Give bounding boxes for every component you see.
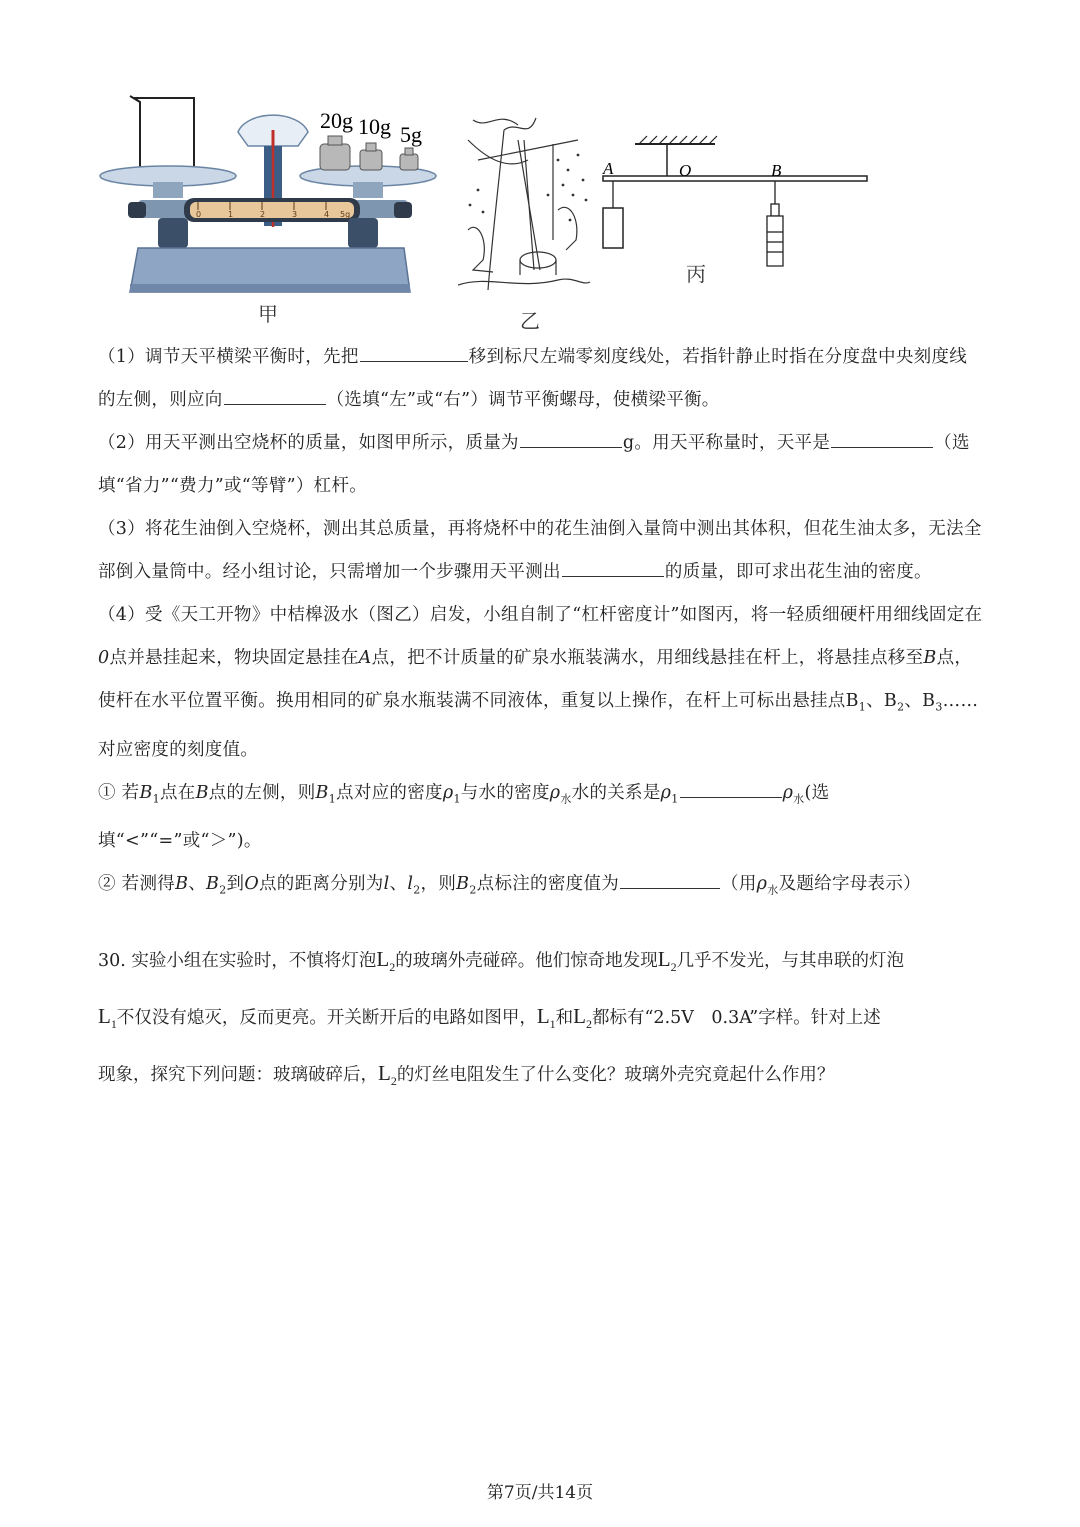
answer-blank[interactable]	[360, 344, 468, 363]
figure-jia-caption: 甲	[258, 302, 278, 326]
figure-bing-caption: 丙	[686, 262, 706, 286]
weight-5g-label: 5g	[400, 122, 422, 147]
weight-20g-label: 20g	[320, 108, 353, 133]
answer-blank[interactable]	[831, 430, 933, 449]
answer-blank[interactable]	[680, 779, 782, 798]
question-30-body	[98, 931, 983, 1102]
q29-part-4: （4）受《天工开物》中桔槔汲水（图乙）启发，小组自制了“杠杆密度计”如图丙，将一轻质细硬杆用细线固定在0点并悬挂起来，物块固定悬挂在A点，把不计质量的矿泉水瓶装满水，用细线悬挂在杆上，将悬挂点移至B点，使杆在水平位置平衡。换用相同的矿泉水瓶装满不同液体，重复以上操作，在杆上可标出悬挂点$B_1$、$B_2$、$B_3\dots\dots$对应密度的刻度值。	[98, 605, 983, 760]
point-b-label: B	[771, 161, 782, 180]
scale-tick-label: 5g	[340, 210, 351, 219]
answer-blank[interactable]	[520, 430, 622, 449]
bottle-icon	[767, 204, 783, 266]
page-footer: 第7页/共14页	[486, 1483, 594, 1503]
well-sweep-figure	[458, 100, 593, 300]
beaker-icon	[130, 96, 194, 168]
q30-line-3: 现象，探究下列问题：玻璃破碎后，$L_2$的灯丝电阻发生了什么变化？玻璃外壳究竟起什么作用？	[98, 1061, 835, 1089]
q30-line-2: $L_1$不仅没有熄灭，反而更亮。开关断开后的电路如图甲，$L_1$和$L_2$都标有“2.5V 0.3A”字样。针对上述	[98, 1004, 881, 1032]
scale-tick-label: 3	[292, 210, 298, 219]
answer-blank[interactable]	[562, 559, 664, 578]
weight-10g-label: 10g	[358, 114, 391, 139]
answer-blank[interactable]	[620, 871, 720, 890]
q29-part-1: （1）调节天平横梁平衡时，先把 移到标尺左端零刻度线处，若指针静止时指在分度盘中央刻度线的左侧，则应向 （选填“左”或“右”）调节平衡螺母，使横梁平衡。	[98, 336, 983, 422]
figure-yi-caption: 乙	[520, 309, 540, 333]
point-o-label: O	[679, 161, 692, 180]
scale-tick-label: 0	[196, 210, 202, 219]
lever-figure	[595, 132, 870, 277]
q29-sub-2: ② 若测得B、$B_2$到O点的距离分别为l、$l_2$，则$B_2$点标注的密度值为 （用$\rho_水$及题给字母表示）	[98, 863, 983, 912]
point-a-label: A	[603, 159, 614, 178]
scale-tick-label: 4	[324, 210, 330, 219]
block-icon	[603, 208, 623, 248]
q30-line-1: 30. 实验小组在实验时，不慎将灯泡$L_2$的玻璃外壳碰碎。他们惊奇地发现$L_2$几乎不发光，与其串联的灯泡	[98, 947, 905, 975]
q29-part-2: （2）用天平测出空烧杯的质量，如图甲所示，质量为 g。用天平称量时，天平是 （选填“省力”“费力”或“等臂”）杠杆。	[98, 422, 983, 508]
scale-tick-label: 2	[260, 210, 266, 219]
q29-sub-1: ① 若$B_1$点在B点的左侧，则$B_1$点对应的密度$\rho_1$与水的密度$\rho_水$水的关系是$\rho_1$ $\rho_水$(选填“<”“=”或“＞”)。	[98, 772, 983, 864]
balance-figure	[98, 92, 443, 297]
question-29-body	[98, 336, 983, 912]
q29-part-3: （3）将花生油倒入空烧杯，测出其总质量，再将烧杯中的花生油倒入量筒中测出其体积，但花生油太多，无法全部倒入量筒中。经小组讨论，只需增加一个步骤用天平测出 的质量，即可求出花生油的密度。	[98, 519, 982, 582]
scale-tick-label: 1	[228, 210, 234, 219]
answer-blank[interactable]	[224, 387, 326, 406]
